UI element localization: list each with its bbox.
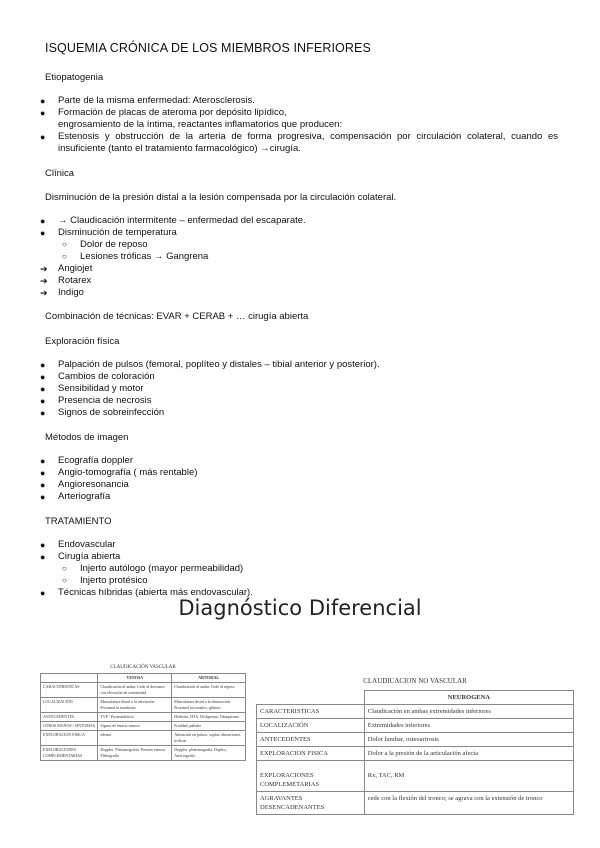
table-row: [257, 705, 574, 719]
heading-clinica: Clínica: [45, 168, 75, 179]
table-cell: TVP / Postrombótico: [98, 713, 172, 722]
table-cell: Claudicación al andar. Cede al reposo: [172, 683, 246, 698]
list-item: ● Parte de la misma enfermedad: Aterosclerosis.: [40, 95, 255, 106]
table-header-cell: NEUROGENA: [364, 691, 573, 705]
table-cell: EXPLORACION FISICA: [257, 747, 365, 761]
heading-tratamiento: TRATAMIENTO: [45, 516, 112, 527]
list-item: ● → Claudicación intermitente – enfermedad del escaparate.: [40, 215, 306, 226]
list-item: ● Palpación de pulsos (femoral, poplíteo y distales – tibial anterior y posterior).: [40, 359, 380, 370]
bullet-icon: ●: [40, 540, 46, 550]
bullet-icon: ●: [40, 480, 46, 490]
table-header-cell: ARTERIAL: [172, 674, 246, 683]
list-item: ● Ecografía doppler: [40, 455, 133, 466]
combinacion-paragraph: Combinación de técnicas: EVAR + CERAB + … cirugía abierta: [45, 311, 309, 322]
table-cell: cede con la flexión del tronco; se agrava con la extensión de tronco: [364, 792, 573, 815]
bullet-icon: ●: [40, 408, 46, 418]
table-row: [41, 722, 246, 731]
list-tratamiento: [0, 539, 600, 599]
list-item: ● Angio-tomografía ( más rentable): [40, 467, 198, 478]
table-cell: OTROS SIGNOS / SINTOMAS: [41, 722, 98, 731]
bullet-icon: ●: [40, 228, 46, 238]
table-header-row: [257, 691, 574, 705]
bullet-icon: ●: [40, 96, 46, 106]
bullet-icon: ●: [40, 360, 46, 370]
bullet-icon: ●: [40, 396, 46, 406]
list-item: ● Endovascular: [40, 539, 116, 550]
list-subitem: ○ Injerto protésico: [62, 575, 148, 586]
bullet-icon: ●: [40, 216, 46, 226]
table-cell: Dolor lumbar, osteoartrosis: [364, 733, 573, 747]
table-cell: Musculatura distal o la afectación. Proximal la trombosis: [98, 698, 172, 713]
table-claudicacion-vascular: [40, 665, 246, 761]
bullet-icon: ●: [40, 552, 46, 562]
circle-bullet-icon: ○: [62, 576, 67, 585]
table-cell: Claudicación en ambas extremidades inferiores: [364, 705, 573, 719]
table-row: [41, 731, 246, 746]
list-item: ● Formación de placas de ateroma por depósito lipídico, engrosamiento de la íntima, reactantes inflamatorios que producen:: [40, 107, 343, 130]
table-row: [41, 698, 246, 713]
table-row: [41, 683, 246, 698]
heading-metodos: Métodos de imagen: [45, 432, 129, 443]
table-caption: CLAUDICACION NO VASCULAR: [363, 677, 467, 685]
table-row: [41, 746, 246, 761]
list-subitem: ○ Injerto autólogo (mayor permeabilidad): [62, 563, 244, 574]
list-item: ● Estenosis y obstrucción de la arteria de forma progresiva, compensación por circulación colateral, cuando es insuficiente (tanto el tratamiento farmacológico) →cirugía.: [40, 131, 558, 154]
table-cell: Alteración en pulsos, soplos, alteraciones tróficas: [172, 731, 246, 746]
table-cell: Doppler. Pletismografía. Presión venosa. Flebografía: [98, 746, 172, 761]
table-header-row: [41, 674, 246, 683]
table-cell: CARACTERISTICAS: [41, 683, 98, 698]
bullet-icon: ●: [40, 468, 46, 478]
heading-exploracion: Exploración física: [45, 336, 120, 347]
clinica-paragraph: Disminución de la presión distal a la lesión compensada por la circulación colateral.: [45, 192, 397, 203]
list-subitem: ○ Dolor de reposo: [62, 239, 148, 250]
table-cell: Signos de éstasis venoso: [98, 722, 172, 731]
circle-bullet-icon: ○: [62, 252, 67, 261]
table-cell: LOCALIZACIÓN: [257, 719, 365, 733]
table-cell: ANTECEDENTES: [41, 713, 98, 722]
bullet-icon: ●: [40, 588, 46, 598]
list-arrow-item: ➔ Angiojet: [40, 263, 93, 274]
table-cell: Claudicación al andar. Cede al descanso con elevación de extremidad: [98, 683, 172, 698]
table-row: [257, 792, 574, 815]
list-clinica: [0, 215, 600, 299]
list-item: ● Presencia de necrosis: [40, 395, 152, 406]
arrow-bullet-icon: ➔: [40, 276, 48, 286]
list-item: ● Cirugía abierta: [40, 551, 121, 562]
table-cell: edema: [98, 731, 172, 746]
table-cell: Dolor a la presión de la articulación afecta: [364, 747, 573, 761]
arrow-bullet-icon: ➔: [40, 264, 48, 274]
list-item: ● Cambios de coloración: [40, 371, 155, 382]
list-item: ● Sensibilidad y motor: [40, 383, 144, 394]
list-item: ● Angioresonancia: [40, 479, 129, 490]
table-cell: CARACTERISTICAS: [257, 705, 365, 719]
table-cell: Doppler. pletismografía, Duplex, Arteriografía: [172, 746, 246, 761]
table-cell: EXPLORACIONES COMPLEMENTARIAS: [41, 746, 98, 761]
table-cell: EXPLORACIONES COMPLEMETARIAS: [257, 761, 365, 792]
table-cell: LOCALIZACIÓN: [41, 698, 98, 713]
bullet-icon: ●: [40, 108, 46, 118]
arrow-bullet-icon: ➔: [40, 288, 48, 298]
table-header-cell: [41, 674, 98, 683]
table-cell: Frialdad, palidez: [172, 722, 246, 731]
list-exploracion: [0, 359, 600, 419]
bullet-icon: ●: [40, 372, 46, 382]
table-row: [257, 733, 574, 747]
list-item: ● Signos de sobreinfección: [40, 407, 165, 418]
table-row: [257, 719, 574, 733]
list-subitem: ○ Lesiones tróficas → Gangrena: [62, 251, 209, 262]
table-header-cell: VENOSA: [98, 674, 172, 683]
diagnostico-diferencial-title: Diagnóstico Diferencial: [178, 596, 422, 620]
bullet-icon: ●: [40, 384, 46, 394]
list-item: ● Arteriografía: [40, 491, 111, 502]
table-row: [257, 747, 574, 761]
table: [40, 673, 246, 761]
table-cell: Diabetes, HTA, Dislipemia, Tabaquismo: [172, 713, 246, 722]
table-claudicacion-no-vascular: [256, 677, 574, 815]
table-row: [41, 713, 246, 722]
page-title: ISQUEMIA CRÓNICA DE LOS MIEMBROS INFERIORES: [45, 41, 371, 55]
list-arrow-item: ➔ Rotarex: [40, 275, 92, 286]
list-arrow-item: ➔ Indigo: [40, 287, 84, 298]
table-header-cell-empty: [257, 691, 365, 705]
bullet-icon: ●: [40, 456, 46, 466]
heading-etiopatogenia: Etiopatogenia: [45, 72, 104, 83]
table: [256, 690, 574, 815]
table-cell: EXPLORACION FISICA: [41, 731, 98, 746]
table-cell: AGRAVANTES DESENCADENANTES: [257, 792, 365, 815]
table-cell: Extremidades inferiores: [364, 719, 573, 733]
list-etiopatogenia: [0, 95, 600, 155]
bullet-icon: ●: [40, 492, 46, 502]
list-metodos: [0, 455, 600, 503]
bullet-icon: ●: [40, 132, 46, 142]
list-item: ● Disminución de temperatura: [40, 227, 177, 238]
table-cell: ANTECEDENTES: [257, 733, 365, 747]
circle-bullet-icon: ○: [62, 564, 67, 573]
table-caption: CLAUDICACIÓN VASCULAR: [110, 665, 176, 670]
table-row: [257, 761, 574, 792]
circle-bullet-icon: ○: [62, 240, 67, 249]
table-cell: Rx, TAC, RM: [364, 761, 573, 792]
list-item: ● Técnicas híbridas (abierta más endovascular).: [40, 587, 253, 598]
table-cell: Musculatura distal a la obstrucción. Proximal los muslos, glúteos: [172, 698, 246, 713]
